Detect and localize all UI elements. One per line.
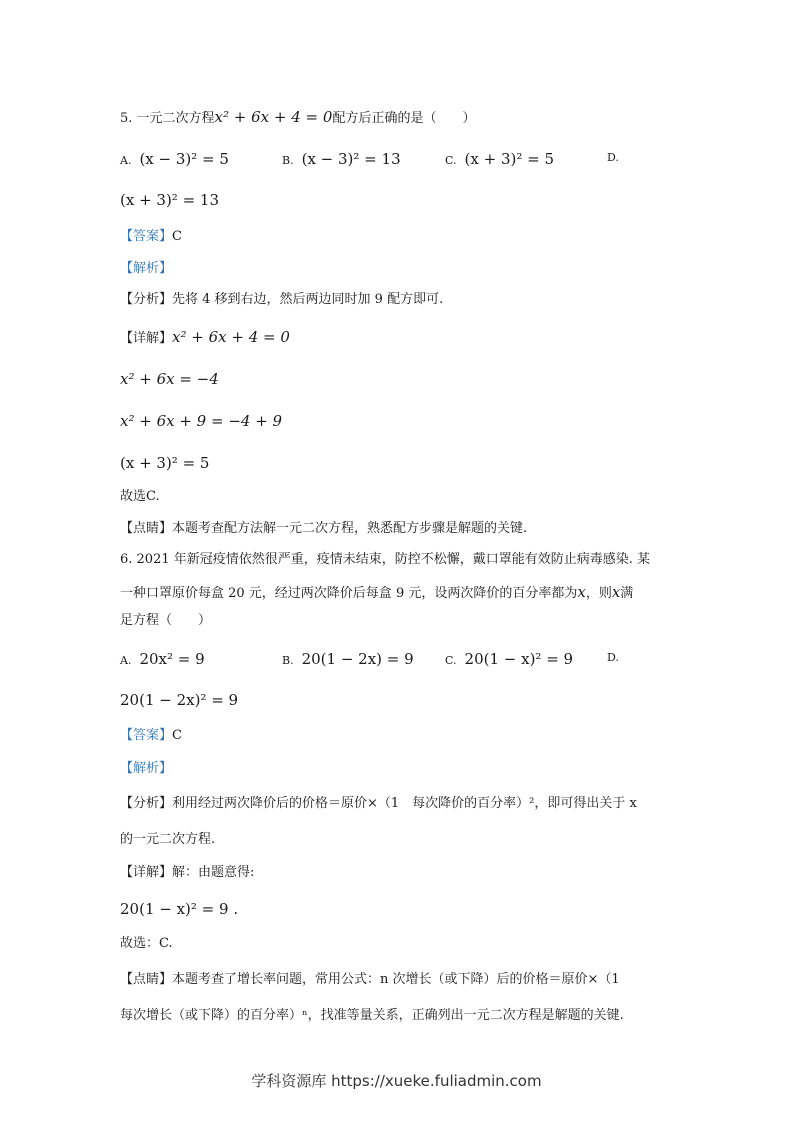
fenxi-tag: 【分析】 xyxy=(120,292,173,307)
q5-stem-suffix: 配方后正确的是（ ） xyxy=(332,111,476,126)
q5-option-d-math: (x + 3)² = 13 xyxy=(120,191,220,209)
q5-stem-prefix: 5. 一元二次方程 xyxy=(120,111,215,126)
option-label: D. xyxy=(607,151,619,164)
q6-stem-line-2 xyxy=(120,583,633,603)
q5-conclude: 故选C. xyxy=(120,489,160,504)
q6-comment-line-1 xyxy=(120,971,620,989)
q6-option-d-math: 20(1 − 2x)² = 9 xyxy=(120,691,239,709)
q6-fenxi-line-2: 的一元二次方程. xyxy=(120,832,216,847)
detail-tag: 【详解】 xyxy=(120,865,173,880)
comment-text: 本题考查了增长率问题，常用公式：n 次增长（或下降）后的价格＝原价×（1 xyxy=(172,972,620,987)
detail-text: 解：由题意得: xyxy=(172,865,255,880)
option-label: B. xyxy=(282,654,294,667)
comment-tag: 【点睛】 xyxy=(120,521,173,536)
q6-var-x-2: x xyxy=(611,583,621,601)
q5-option-d xyxy=(607,150,627,165)
detail-step-1: x² + 6x + 4 = 0 xyxy=(172,328,290,346)
option-math: 20(1 − 2x) = 9 xyxy=(301,650,414,668)
q5-option-a xyxy=(120,150,229,168)
q5-step-2: x² + 6x = −4 xyxy=(120,370,219,388)
fenxi-tag: 【分析】 xyxy=(120,796,173,811)
option-math: 20x² = 9 xyxy=(139,650,205,668)
q6-answer xyxy=(120,727,182,745)
q5-fenxi xyxy=(120,291,443,309)
comment-tag: 【点睛】 xyxy=(120,972,173,987)
q5-comment xyxy=(120,520,527,538)
fenxi-text: 利用经过两次降价后的价格＝原价×（1 每次降价的百分率）²，即可得出关于 x xyxy=(172,796,637,811)
q5-analysis-tag: 【解析】 xyxy=(120,261,173,276)
q5-detail xyxy=(120,328,290,348)
fenxi-text: 先将 4 移到右边，然后两边同时加 9 配方即可. xyxy=(172,292,444,307)
option-label: A. xyxy=(120,154,132,167)
q5-stem xyxy=(120,108,475,128)
q6-option-b xyxy=(282,650,414,668)
option-label: A. xyxy=(120,654,132,667)
q6-analysis-tag: 【解析】 xyxy=(120,761,173,776)
q6-detail xyxy=(120,864,254,882)
q6-conclude: 故选：C. xyxy=(120,936,173,951)
q5-step-3: x² + 6x + 9 = −4 + 9 xyxy=(120,412,283,430)
option-math: (x + 3)² = 5 xyxy=(464,150,555,168)
q5-option-b xyxy=(282,150,401,168)
comment-text: 本题考查配方法解一元二次方程，熟悉配方步骤是解题的关键. xyxy=(172,521,528,536)
q6-comment-line-2: 每次增长（或下降）的百分率）ⁿ，找准等量关系，正确列出一元二次方程是解题的关键. xyxy=(120,1008,624,1023)
option-math: 20(1 − x)² = 9 xyxy=(464,650,574,668)
option-label: C. xyxy=(445,654,457,667)
option-label: C. xyxy=(445,154,457,167)
q5-stem-math: x² + 6x + 4 = 0 xyxy=(214,108,333,126)
option-math: (x − 3)² = 13 xyxy=(301,150,401,168)
detail-tag: 【详解】 xyxy=(120,331,173,346)
q6-stem-l2a: 一种口罩原价每盒 20 元，经过两次降价后每盒 9 元，设两次降价的百分率都为 xyxy=(120,586,578,601)
q6-stem-line-3: 足方程（ ） xyxy=(120,613,212,628)
q5-step-4: (x + 3)² = 5 xyxy=(120,454,210,472)
q5-answer xyxy=(120,228,182,246)
q6-stem-line-1: 6. 2021 年新冠疫情依然很严重，疫情未结束，防控不松懈，戴口罩能有效防止病毒感染. 某 xyxy=(120,552,651,567)
answer-value: C xyxy=(172,728,182,743)
option-label: D. xyxy=(607,651,619,664)
answer-value: C xyxy=(172,229,182,244)
footer-watermark: 学科资源库 https://xueke.fuliadmin.com xyxy=(251,1072,542,1090)
q6-fenxi-line-1 xyxy=(120,795,637,813)
q6-stem-l2c: 满 xyxy=(620,586,634,601)
q6-var-x-1: x xyxy=(577,583,586,601)
option-math: (x − 3)² = 5 xyxy=(139,150,229,168)
q6-option-a xyxy=(120,650,205,668)
option-label: B. xyxy=(282,154,294,167)
q6-stem-l2b: ，则 xyxy=(585,586,612,601)
q6-option-d xyxy=(607,650,627,665)
q6-equation: 20(1 − x)² = 9 . xyxy=(120,900,239,918)
q6-option-c xyxy=(445,650,573,668)
answer-tag: 【答案】 xyxy=(120,728,173,743)
q5-option-c xyxy=(445,150,554,168)
answer-tag: 【答案】 xyxy=(120,229,173,244)
